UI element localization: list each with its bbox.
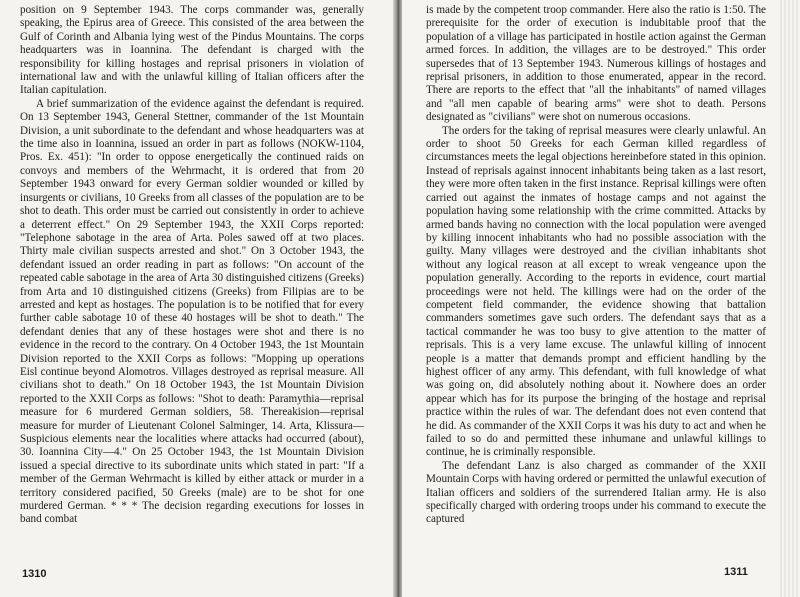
page-number: 1311 xyxy=(724,566,748,578)
page-number: 1310 xyxy=(22,568,47,580)
page-fore-edge xyxy=(778,0,800,597)
right-page-text xyxy=(426,4,766,527)
book-gutter xyxy=(393,0,402,597)
left-page xyxy=(0,0,393,597)
left-page-text xyxy=(20,4,364,527)
right-page xyxy=(402,0,800,597)
paragraph: position on 9 September 1943. The corps commander was, generally speaking, the Epirus area of Greece. This consisted of the area between the Gulf of Corinth and Albania lying west of the Pindus Mountains. The corps headquarters was in Ioannina. The defendant is charged with the responsibility for killing hostages and reprisal prisoners in violation of international law and with the unlawful killing of Italian officers after the Italian capitulation. xyxy=(20,4,364,97)
paragraph: The orders for the taking of reprisal measures were clearly unlawful. An order to shoot 50 Greeks for each German killed regardless of circumstances meets the legal objections hereinbefore stated in this opinion. Instead of reprisals against innocent inhabitants being taken as a last resort, they were more often taken in the first instance. Reprisal killings were often carried out against the inmates of hostage camps and not against the population having some relationship with the crime committed. Attacks by armed bands having no connection with the local population were avenged by killing innocent inhabitants who had no possible association with the guilty. Many villages were destroyed and the civilian inhabitants shot without any logical reason at all except to wreak vengeance upon the population generally. According to the reports in evidence, court martial proceedings were not held. The killings were had on the order of the competent field commander, the evidence showing that battalion commanders sometimes gave such orders. The defendant says that as a tactical commander he was too busy to give attention to the matter of reprisals. This is a very lame excuse. The unlawful killing of innocent people is a matter that demands prompt and efficient handling by the highest officer of any army. This defendant, with full knowledge of what was going on, did absolutely nothing about it. Nowhere does an order appear which has for its purpose the bringing of the hostage and reprisal practice within the rules of war. The defendant does not even contend that he did. As commander of the XXII Corps it was his duty to act and when he failed to so do and permitted these inhumane and unlawful killings to continue, he is criminally responsible. xyxy=(426,124,766,459)
paragraph: is made by the competent troop commander. Here also the ratio is 1:50. The prerequisite for the order of execution is indubitable proof that the population of a village has participated in hostile action against the German armed forces. In addition, the villages are to be destroyed." This order supersedes that of 13 September 1943. Numerous killings of hostages and reprisal prisoners, in addition to those enumerated, appear in the record. There are reports to the effect that "all the inhabitants" of named villages and "all men capable of bearing arms" were shot to death. Persons designated as "civilians" were shot on numerous occasions. xyxy=(426,4,766,124)
paragraph: A brief summarization of the evidence against the defendant is required. On 13 September 1943, General Stettner, commander of the 1st Mountain Division, a unit subordinate to the defendant and whose headquarters was at the time also in Ioannina, issued an order in part as follows (NOKW-1104, Pros. Ex. 451): "In order to oppose energetically the continued raids on convoys and members of the Wehrmacht, it is ordered that from 20 September 1943 onward for every German soldier wounded or killed by insurgents or civilians, 10 Greeks from all classes of the population are to be shot to death. This order must be carried out consistently in order to achieve a deterrent effect." On 29 September 1943, the XXII Corps reported: "Telephone sabotage in the area of Arta. Poles sawed off at two places. Thirty male civilian suspects arrested and shot." On 3 October 1943, the defendant issued an order reading in part as follows: "On account of the repeated cable sabotage in the area of Arta 30 distinguished citizens (Greeks) from Arta and 10 distinguished citizens (Greeks) from Filipias are to be arrested and kept as hostages. The population is to be notified that for every further cable sabotage 10 of these 40 hostages will be shot to death." The defendant denies that any of these hostages were shot and there is no evidence in the record to the contrary. On 4 October 1943, the 1st Mountain Division reported to the XXII Corps as follows: "Mopping up operations Eisl continue beyond Alomotros. Villages destroyed as reprisal measure. All civilians shot to death." On 18 October 1943, the 1st Mountain Division reported to the XXII Corps as follows: "Shot to death: Paramythia—reprisal measure for 6 murdered German soldiers, 58. Thereakision—reprisal measure for murder of Lieutenant Colonel Salminger, 14. Arta, Klissura—Suspicious elements near the localities where attacks had occurred (about), 30. Ioannina City—4." On 25 October 1943, the 1st Mountain Division issued a special directive to its subordinate units which stated in part: "If a member of the German Wehrmacht is killed by either attack or murder in a territory considered pacified, 50 Greeks (male) are to be shot for one murdered German. * * * The decision regarding executions for losses in band combat xyxy=(20,97,364,526)
paragraph: The defendant Lanz is also charged as commander of the XXII Mountain Corps with having ordered or permitted the unlawful execution of Italian officers and soldiers of the surrendered Italian army. He is also specifically charged with ordering troops under his command to execute the captured xyxy=(426,459,766,526)
